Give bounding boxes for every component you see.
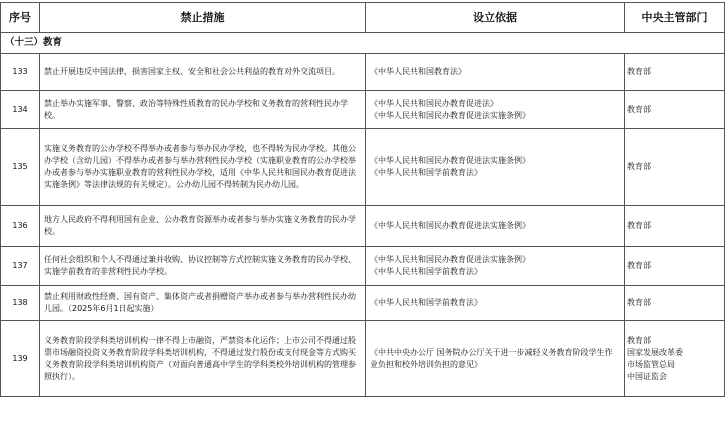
row-dept: 教育部: [625, 286, 725, 321]
row-dept: 教育部: [625, 206, 725, 247]
row-measure: 地方人民政府不得利用国有企业、公办教育资源举办或者参与举办实施义务教育的民办学校。: [40, 206, 366, 247]
row-dept: 教育部: [625, 91, 725, 129]
header-dept: 中央主管部门: [625, 3, 725, 33]
prohibited-measures-table: [0, 2, 725, 397]
table-header-row: [1, 3, 725, 33]
row-basis: 《中华人民共和国教育法》: [366, 54, 625, 91]
table-row: [1, 286, 725, 321]
row-basis: 《中华人民共和国民办教育促进法》 《中华人民共和国民办教育促进法实施条例》: [366, 91, 625, 129]
row-seq: 137: [1, 247, 40, 286]
table-row: [1, 247, 725, 286]
row-seq: 136: [1, 206, 40, 247]
row-dept: 教育部: [625, 54, 725, 91]
row-measure: 任何社会组织和个人不得通过兼并收购、协议控制等方式控制实施义务教育的民办学校、实施学前教育的非营利性民办学校。: [40, 247, 366, 286]
table-row: [1, 91, 725, 129]
row-seq: 135: [1, 129, 40, 206]
row-seq: 133: [1, 54, 40, 91]
header-seq: 序号: [1, 3, 40, 33]
row-measure: 实施义务教育的公办学校不得举办或者参与举办民办学校，也不得转为民办学校。其他公办学校（含幼儿园）不得举办或者参与举办营利性民办学校（实施职业教育的公办学校举办或者参与举办实施职业教育的营利性民办学校，适用《中华人民共和国民办教育促进法实施条例》等法律法规的有关规定）。公办幼儿园不得转制为民办幼儿园。: [40, 129, 366, 206]
row-seq: 139: [1, 321, 40, 397]
row-measure: 禁止举办实施军事、警察、政治等特殊性质教育的民办学校和义务教育的营利性民办学校。: [40, 91, 366, 129]
table-row: [1, 129, 725, 206]
header-measure: 禁止措施: [40, 3, 366, 33]
row-measure: 禁止开展违反中国法律，损害国家主权、安全和社会公共利益的教育对外交流项目。: [40, 54, 366, 91]
section-title: （十三）教育: [1, 33, 725, 54]
row-measure: 义务教育阶段学科类培训机构一律不得上市融资，严禁资本化运作；上市公司不得通过股票市场融资投资义务教育阶段学科类培训机构，不得通过发行股份或支付现金等方式购买义务教育阶段学科类培训机构资产（对面向普通高中学生的学科类校外培训机构的管理参照执行）。: [40, 321, 366, 397]
section-row: [1, 33, 725, 54]
header-basis: 设立依据: [366, 3, 625, 33]
table-row: [1, 206, 725, 247]
row-basis: 《中华人民共和国民办教育促进法实施条例》 《中华人民共和国学前教育法》: [366, 129, 625, 206]
row-basis: 《中华人民共和国学前教育法》: [366, 286, 625, 321]
row-seq: 134: [1, 91, 40, 129]
row-measure: 禁止利用财政性经费、国有资产、集体资产或者捐赠资产举办或者参与举办营利性民办幼儿园。（2025年6月1日起实施）: [40, 286, 366, 321]
row-basis: 《中华人民共和国民办教育促进法实施条例》: [366, 206, 625, 247]
table-row: [1, 54, 725, 91]
row-basis: 《中共中央办公厅 国务院办公厅关于进一步减轻义务教育阶段学生作业负担和校外培训负担的意见》: [366, 321, 625, 397]
table-row: [1, 321, 725, 397]
row-dept: 教育部 国家发展改革委 市场监管总局 中国证监会: [625, 321, 725, 397]
row-dept: 教育部: [625, 247, 725, 286]
row-dept: 教育部: [625, 129, 725, 206]
row-seq: 138: [1, 286, 40, 321]
row-basis: 《中华人民共和国民办教育促进法实施条例》 《中华人民共和国学前教育法》: [366, 247, 625, 286]
